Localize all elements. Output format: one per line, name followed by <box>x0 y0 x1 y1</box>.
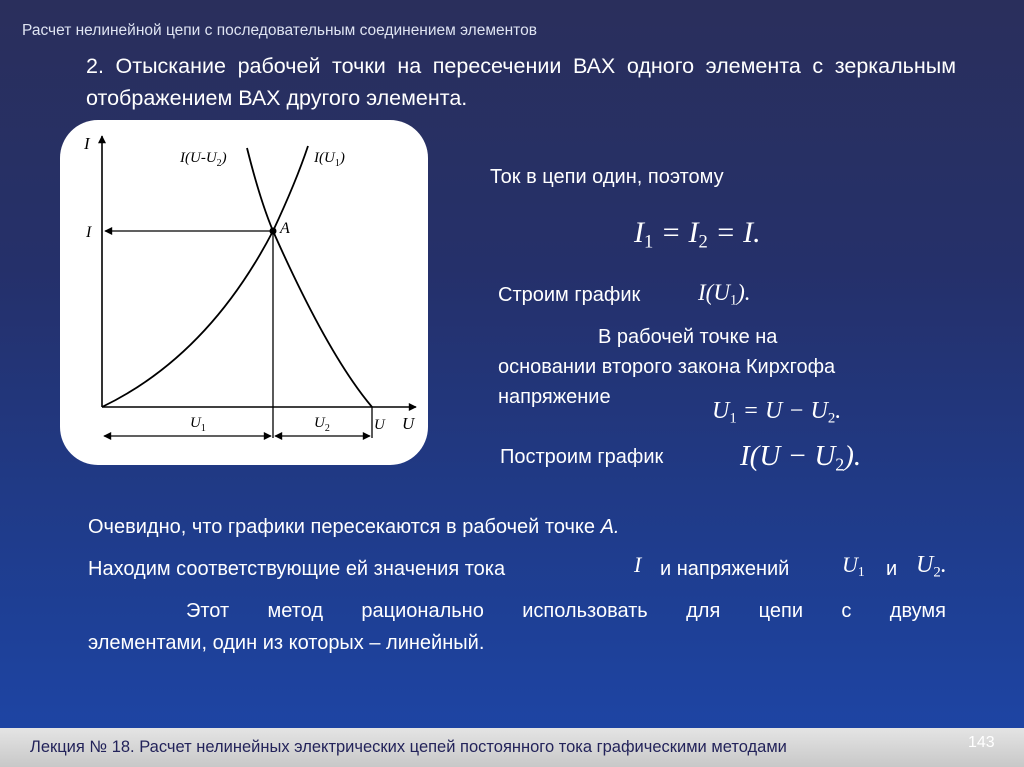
text-current-one: Ток в цепи один, поэтому <box>490 166 724 188</box>
u-mark-label: U <box>374 417 385 433</box>
text-build-graph2: Построим график <box>500 446 664 468</box>
inline-formula-u2: $U_2$. <box>916 552 947 581</box>
text-and-voltages: и напряжений <box>660 558 790 580</box>
curve-label: I(U1) <box>314 150 345 169</box>
curve-i-u1 <box>102 146 308 407</box>
u1-label: U1 <box>190 415 206 434</box>
text-method-line1: Этот метод рационально использовать для цепи с двумя <box>186 600 946 622</box>
text-build-graph: Строим график <box>498 284 641 306</box>
text-kirchhoff-line1: В рабочей точке на <box>598 326 778 348</box>
text-and: и <box>886 558 898 580</box>
inline-formula-i: I <box>634 552 642 577</box>
formula-graph-i-u1: $I(U_1)$. <box>698 280 751 309</box>
text-kirchhoff-line3: напряжение <box>498 386 611 408</box>
curve-mirror-label: I(U-U2) <box>180 150 227 169</box>
page-number: 143 <box>968 734 995 751</box>
working-point-marker <box>270 228 277 235</box>
formula-voltage: $U_1 = U - U_2$. <box>712 398 842 427</box>
inline-formula-u1: $U_1$ <box>842 552 865 580</box>
point-a-label: A <box>280 220 290 237</box>
text-kirchhoff-line2: основании второго закона Кирхгофа <box>498 356 836 378</box>
footer-text: Лекция № 18. Расчет нелинейных электрических цепей постоянного тока графическими методами <box>30 738 787 756</box>
x-axis-label: U <box>402 414 415 433</box>
diagram-panel <box>60 120 428 465</box>
slide-header-title: Расчет нелинейной цепи с последовательным соединением элементов <box>22 22 537 39</box>
curve-i-u-u2 <box>247 148 372 407</box>
text-find-values: Находим соответствующие ей значения тока <box>88 558 506 580</box>
text-obviously: Очевидно, что графики пересекаются в рабочей точке А. <box>88 516 620 538</box>
y-axis-label: I <box>84 134 90 153</box>
formula-graph-mirror: $I(U - U_2)$. <box>740 440 862 475</box>
u2-label: U2 <box>314 415 330 434</box>
point-name: А. <box>600 516 620 538</box>
text-method-line2: элементами, один из которых – линейный. <box>88 632 485 654</box>
vax-diagram <box>60 120 428 465</box>
slide-heading: 2. Отыскание рабочей точки на пересечении ВАХ одного элемента с зеркальным отображением ВАХ другого элемента. <box>86 54 956 110</box>
current-mark-label: I <box>86 224 92 241</box>
formula-equal-currents: $I_1 = I_2 = I$. <box>634 216 761 253</box>
